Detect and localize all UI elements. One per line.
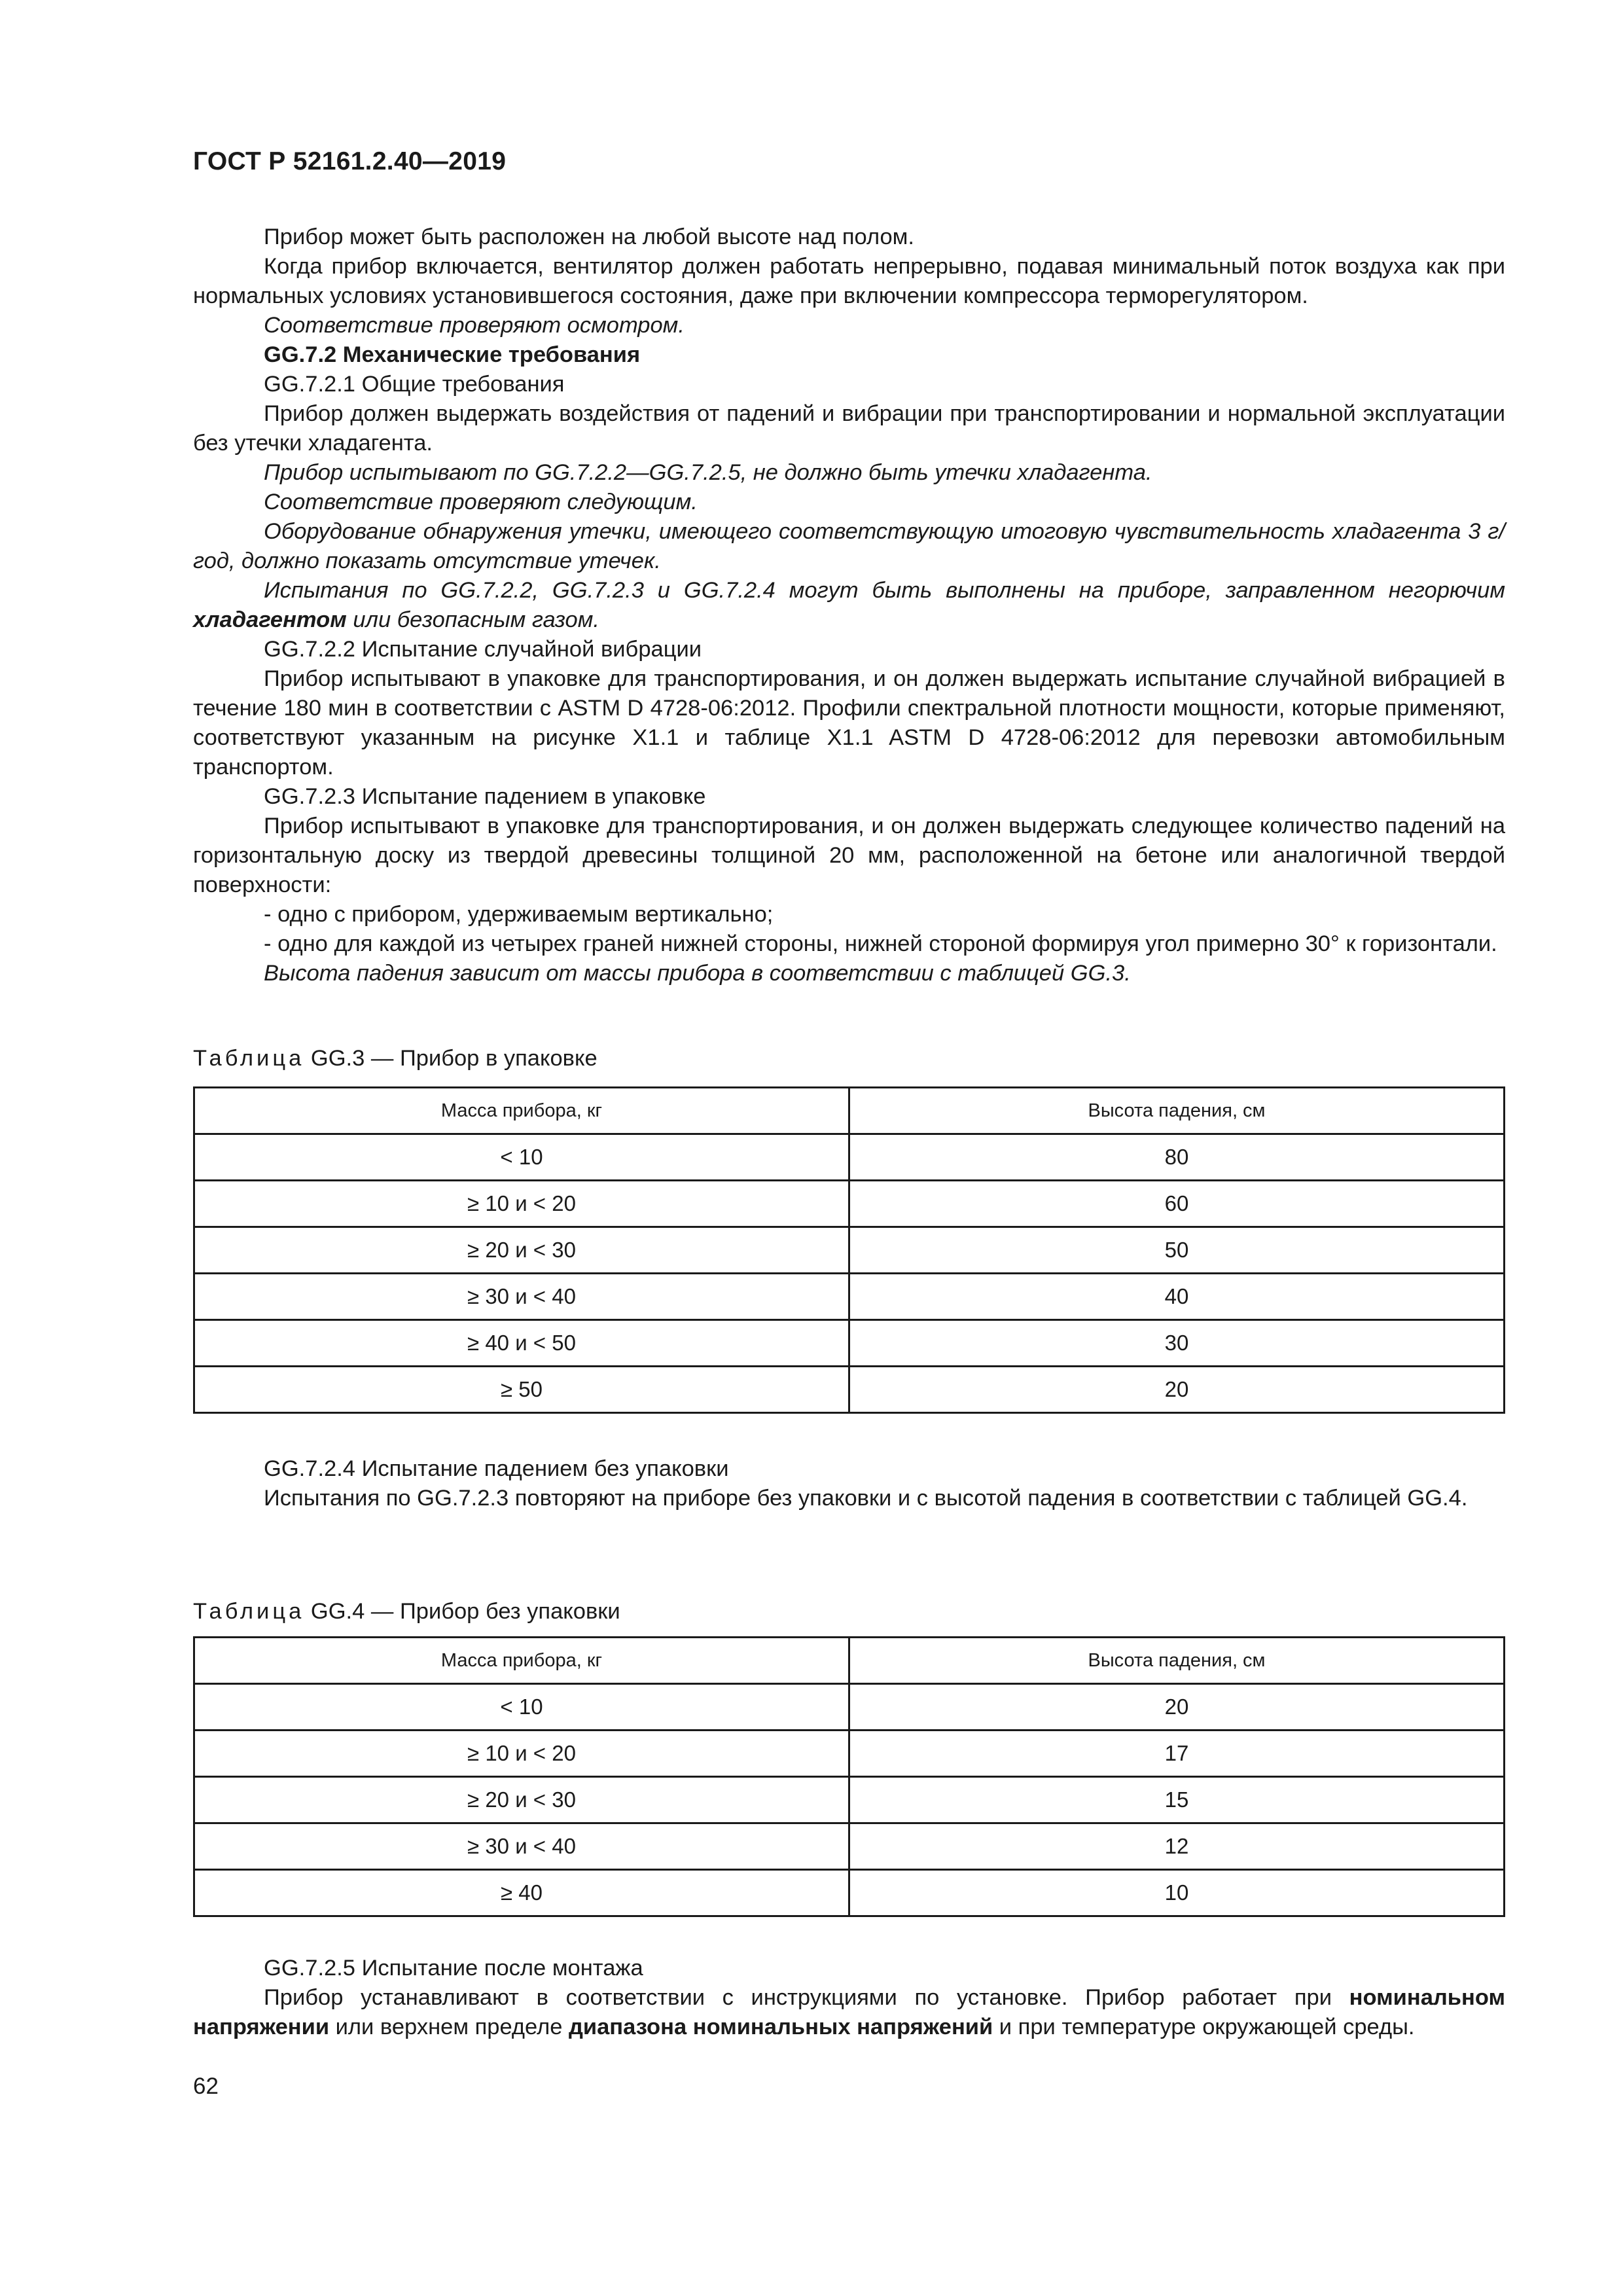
body-text-top [193,223,1505,988]
list-item: - одно с прибором, удерживаемым вертикально; [264,902,774,927]
column-header-mass: Масса прибора, кг [194,1088,849,1134]
table-row: ≥ 10 и < 20 60 [194,1181,1505,1227]
body-text-after-table3 [193,1454,1505,1513]
table-row: ≥ 30 и < 40 12 [194,1823,1505,1870]
paragraph-final: Прибор устанавливают в соответствии с инструкциями по установке. Прибор работает при номинальном напряжении или верхнем пределе диапазона номинальных напряжений и при температуре окружающей среды. [193,1985,1505,2039]
paragraph-italic: Прибор испытывают по GG.7.2.2—GG.7.2.5, не должно быть утечки хладагента. [264,460,1152,485]
column-header-height: Высота падения, см [849,1638,1505,1684]
table-row: ≥ 40 10 [194,1870,1505,1916]
body-text-bottom [193,1954,1505,2042]
list-item: - одно для каждой из четырех граней нижней стороны, нижней стороной формируя угол примерно 30° к горизонтали. [264,931,1497,956]
subsection-heading: GG.7.2.2 Испытание случайной вибрации [264,637,702,662]
table-gg4 [193,1636,1505,1917]
table-row: < 10 20 [194,1684,1505,1731]
table-gg4-caption: Таблица GG.4 — Прибор без упаковки [193,1599,620,1624]
page-number: 62 [193,2073,219,2099]
paragraph: Прибор испытывают в упаковке для транспортирования, и он должен выдержать следующее количество падений на горизонтальную доску из твердой древесины толщиной 20 мм, расположенной на бетоне или аналогичной твердой поверхности: [193,814,1505,897]
column-header-mass: Масса прибора, кг [194,1638,849,1684]
paragraph: Прибор может быть расположен на любой высоте над полом. [264,224,914,249]
paragraph: Испытания по GG.7.2.3 повторяют на приборе без упаковки и с высотой падения в соответствии с таблицей GG.4. [264,1486,1468,1511]
paragraph-italic: Высота падения зависит от массы прибора в соответствии с таблицей GG.3. [264,961,1131,986]
table-row: ≥ 20 и < 30 15 [194,1777,1505,1823]
table-header-row [194,1638,1505,1684]
table-row: ≥ 50 20 [194,1367,1505,1413]
paragraph: Когда прибор включается, вентилятор должен работать непрерывно, подавая минимальный поток воздуха как при нормальных условиях установившегося состояния, даже при включении компрессора терморегулятором. [193,254,1505,308]
table-row: ≥ 40 и < 50 30 [194,1320,1505,1367]
paragraph: Прибор испытывают в упаковке для транспортирования, и он должен выдержать испытание случайной вибрацией в течение 180 мин в соответствии с ASTM D 4728-06:2012. Профили спектральной плотности мощности, которые применяют, соответствуют указанным на рисунке X1.1 и таблице X1.1 ASTM D 4728-06:2012 для перевозки автомобильным транспортом. [193,666,1505,780]
paragraph-italic: Соответствие проверяют осмотром. [264,313,685,338]
table-row: ≥ 20 и < 30 50 [194,1227,1505,1274]
term-rated-voltage-range: диапазона номинальных напряжений [569,2015,993,2039]
column-header-height: Высота падения, см [849,1088,1505,1134]
table-row: < 10 80 [194,1134,1505,1181]
document-header: ГОСТ Р 52161.2.40—2019 [193,147,507,175]
paragraph-italic: Соответствие проверяют следующим. [264,490,698,514]
term-rated-voltage: номинальном напряжении [193,1985,1505,2039]
subsection-heading: GG.7.2.5 Испытание после монтажа [264,1956,643,1981]
paragraph-flammable: Испытания по GG.7.2.2, GG.7.2.3 и GG.7.2.4 могут быть выполнены на приборе, заправленном негорючим хладагентом или безопасным газом. [193,578,1505,632]
subsection-heading: GG.7.2.1 Общие требования [264,372,565,397]
table-row: ≥ 10 и < 20 17 [194,1731,1505,1777]
table-gg3 [193,1086,1505,1414]
paragraph: Прибор должен выдержать воздействия от падений и вибрации при транспортировании и нормальной эксплуатации без утечки хладагента. [193,401,1505,456]
term-refrigerant: хладагентом [193,607,347,632]
paragraph-italic: Оборудование обнаружения утечки, имеющего соответствующую итоговую чувствительность хладагента 3 г/год, должно показать отсутствие утечек. [193,519,1505,573]
section-heading: GG.7.2 Механические требования [264,342,641,367]
table-header-row [194,1088,1505,1134]
subsection-heading: GG.7.2.4 Испытание падением без упаковки [264,1456,729,1481]
subsection-heading: GG.7.2.3 Испытание падением в упаковке [264,784,706,809]
table-gg3-caption: Таблица GG.3 — Прибор в упаковке [193,1046,597,1071]
table-row: ≥ 30 и < 40 40 [194,1274,1505,1320]
